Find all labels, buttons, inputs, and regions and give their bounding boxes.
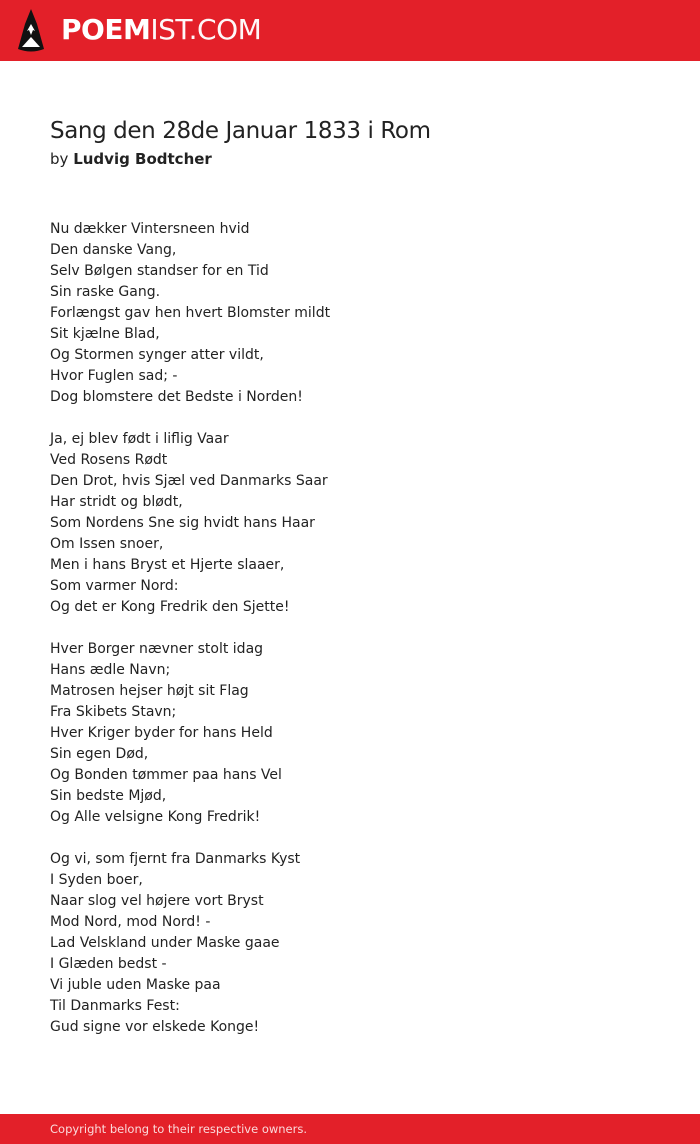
poem-stanza: [50, 849, 650, 1038]
verse-line: Ja, ej blev født i liflig Vaar: [50, 431, 229, 447]
poem-stanza: [50, 219, 650, 408]
pencil-tip-icon[interactable]: [18, 9, 44, 52]
verse-line: Den danske Vang,: [50, 242, 177, 258]
verse-line: I Syden boer,: [50, 872, 143, 888]
verse-line: Dog blomstere det Bedste i Norden!: [50, 389, 303, 405]
verse-line: Om Issen snoer,: [50, 536, 164, 552]
verse-line: Sin raske Gang.: [50, 284, 161, 300]
poem-stanza: [50, 639, 650, 828]
author-name: Ludvig Bodtcher: [73, 150, 212, 168]
verse-line: Naar slog vel højere vort Bryst: [50, 893, 264, 909]
verse-line: Men i hans Bryst et Hjerte slaaer,: [50, 557, 285, 573]
verse-line: Sit kjælne Blad,: [50, 326, 160, 342]
poem-title: Sang den 28de Januar 1833 i Rom: [50, 118, 431, 144]
verse-line: Gud signe vor elskede Konge!: [50, 1019, 260, 1035]
verse-line: Som varmer Nord:: [50, 578, 179, 594]
verse-line: Vi juble uden Maske paa: [50, 977, 221, 993]
verse-line: Og Stormen synger atter vildt,: [50, 347, 264, 363]
verse-line: Den Drot, hvis Sjæl ved Danmarks Saar: [50, 473, 328, 489]
logo-text-light: IST.COM: [150, 13, 262, 46]
site-logo[interactable]: [61, 13, 261, 47]
verse-line: Hver Kriger byder for hans Held: [50, 725, 273, 741]
poem-body: [50, 219, 650, 1038]
verse-line: Sin bedste Mjød,: [50, 788, 167, 804]
verse-line: Hans ædle Navn;: [50, 662, 171, 678]
verse-line: Matrosen hejser højt sit Flag: [50, 683, 249, 699]
verse-line: Hvor Fuglen sad; -: [50, 368, 178, 384]
verse-line: Sin egen Død,: [50, 746, 149, 762]
verse-line: Ved Rosens Rødt: [50, 452, 168, 468]
verse-line: Og Bonden tømmer paa hans Vel: [50, 767, 282, 783]
site-header: [0, 0, 700, 61]
poem-byline: [50, 149, 212, 169]
copyright-notice: Copyright belong to their respective owners.: [50, 1122, 308, 1136]
verse-line: Og Alle velsigne Kong Fredrik!: [50, 809, 261, 825]
verse-line: Og det er Kong Fredrik den Sjette!: [50, 599, 290, 615]
verse-line: Fra Skibets Stavn;: [50, 704, 177, 720]
verse-line: Til Danmarks Fest:: [50, 998, 180, 1014]
verse-line: Forlængst gav hen hvert Blomster mildt: [50, 305, 331, 321]
verse-line: Nu dækker Vintersneen hvid: [50, 221, 250, 237]
verse-line: Hver Borger nævner stolt idag: [50, 641, 264, 657]
by-label: by: [50, 150, 69, 168]
site-footer: [0, 1114, 700, 1144]
poem-stanza: [50, 429, 650, 618]
verse-line: Mod Nord, mod Nord! -: [50, 914, 211, 930]
verse-line: I Glæden bedst -: [50, 956, 167, 972]
verse-line: Lad Velskland under Maske gaae: [50, 935, 280, 951]
verse-line: Selv Bølgen standser for en Tid: [50, 263, 269, 279]
logo-text-bold: POEM: [61, 13, 151, 46]
verse-line: Som Nordens Sne sig hvidt hans Haar: [50, 515, 315, 531]
verse-line: Og vi, som fjernt fra Danmarks Kyst: [50, 851, 301, 867]
verse-line: Har stridt og blødt,: [50, 494, 183, 510]
